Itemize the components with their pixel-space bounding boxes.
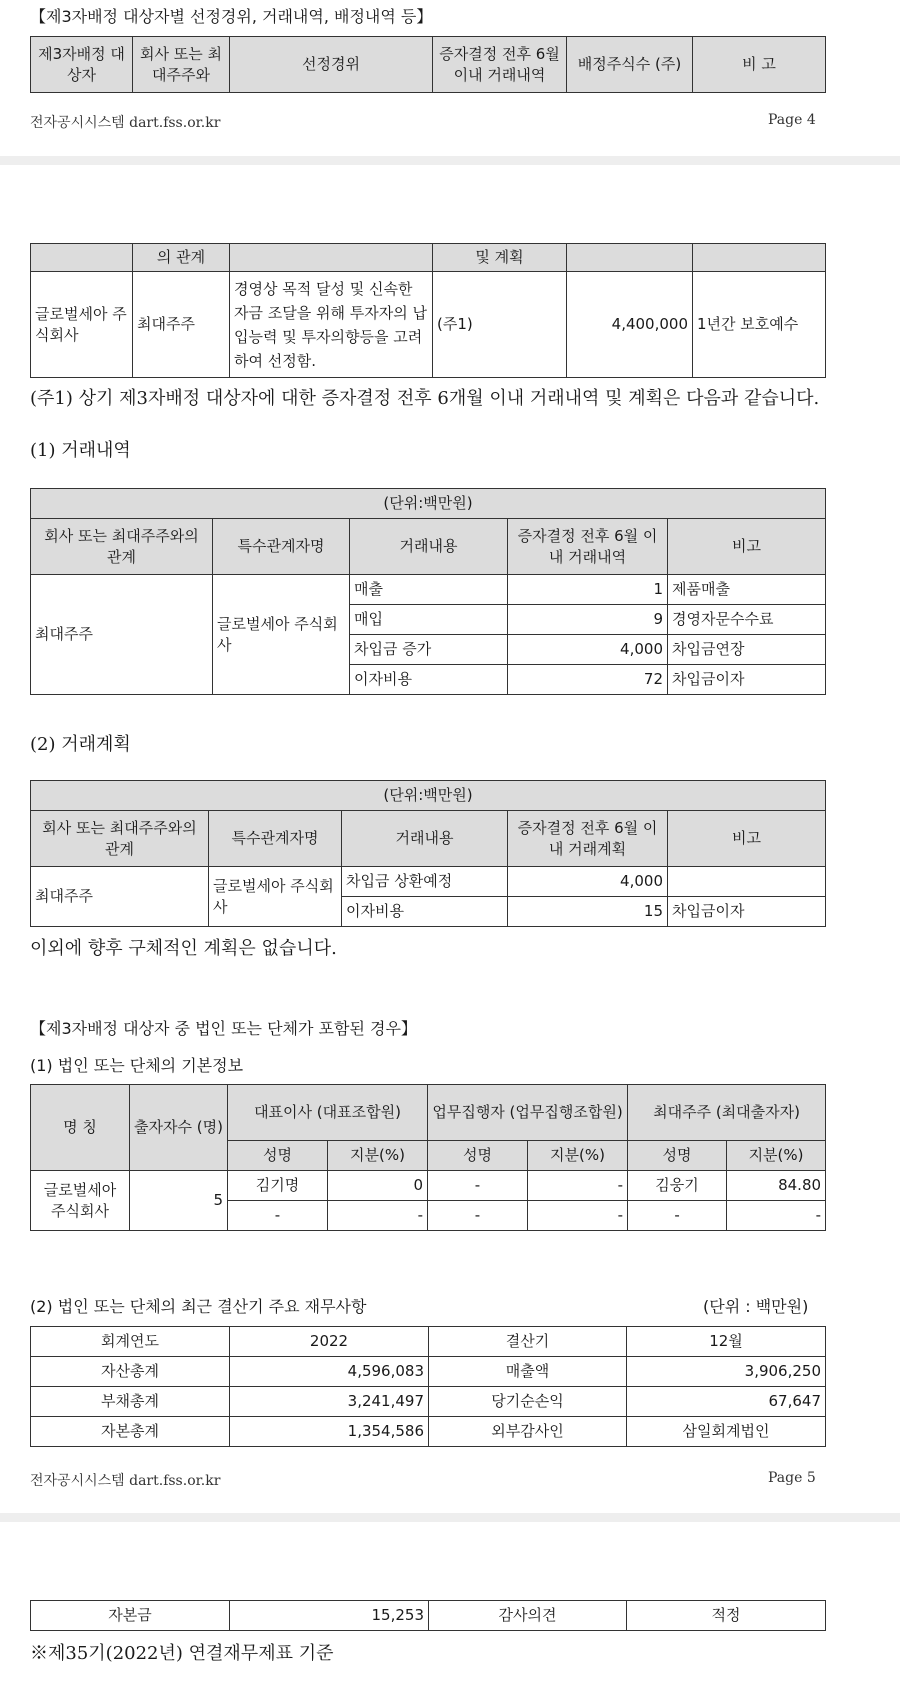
t3-major-share: - [727, 1201, 826, 1231]
t2-note: 차입금이자 [668, 897, 826, 927]
transaction-plan-table [30, 780, 826, 927]
table-row [31, 575, 826, 605]
corporate-basic-info-table [30, 1084, 826, 1231]
target-name: 글로벌세아 주식회사 [31, 272, 133, 378]
t3-sub-share: 지분(%) [328, 1141, 428, 1171]
footer-site: 전자공시시스템 dart.fss.or.kr [30, 115, 221, 131]
fin-label: 자본총계 [31, 1417, 230, 1447]
page-separator [0, 156, 900, 165]
t2-party: 글로벌세아 주식회사 [209, 867, 342, 927]
t3-header-name: 명 칭 [31, 1085, 130, 1171]
fin-value: 67,647 [627, 1387, 826, 1417]
t3-corp-name: 글로벌세아 주식회사 [31, 1171, 130, 1231]
header-target: 제3자배정 대상자 [31, 37, 133, 93]
t1-header-relation: 회사 또는 최대주주와의 관계 [31, 519, 213, 575]
cont-header-3 [230, 244, 433, 272]
header-history: 증자결정 전후 6월이내 거래내역 [433, 37, 567, 93]
t3-major-name: 김웅기 [628, 1171, 727, 1201]
t3-header-major-shareholder: 최대주주 (최대출자자) [628, 1085, 826, 1141]
audit-opinion-label: 감사의견 [429, 1601, 627, 1631]
fin-label: 외부감사인 [429, 1417, 627, 1447]
t3-major-name: - [628, 1201, 727, 1231]
corporate-financials-title: (2) 법인 또는 단체의 최근 결산기 주요 재무사항 [30, 1297, 367, 1316]
t1-content: 차입금 증가 [350, 635, 508, 665]
table-row [31, 1601, 826, 1631]
t3-exec-share: - [528, 1201, 628, 1231]
t1-header-party: 특수관계자명 [213, 519, 350, 575]
t1-unit: (단위:백만원) [31, 489, 826, 519]
t2-relation: 최대주주 [31, 867, 209, 927]
transaction-history: (주1) [433, 272, 567, 378]
fin-value: 12월 [627, 1327, 826, 1357]
table-row [31, 1387, 826, 1417]
selection-reason: 경영상 목적 달성 및 신속한 자금 조달을 위해 투자자의 납입능력 및 투자의향등을 고려하여 선정함. [230, 272, 433, 378]
header-shares: 배정주식수 (주) [567, 37, 693, 93]
t3-sub-share: 지분(%) [528, 1141, 628, 1171]
t1-note: 제품매출 [668, 575, 826, 605]
t3-exec-share: - [528, 1171, 628, 1201]
fin-value: 3,241,497 [230, 1387, 429, 1417]
t1-amount: 72 [508, 665, 668, 695]
fin-label: 부채총계 [31, 1387, 230, 1417]
t2-header-relation: 회사 또는 최대주주와의 관계 [31, 811, 209, 867]
header-relation: 회사 또는 최대주주와 [133, 37, 230, 93]
t3-rep-name: 김기명 [228, 1171, 328, 1201]
table-row [31, 867, 826, 897]
cont-header-6 [693, 244, 826, 272]
t2-amount: 4,000 [508, 867, 668, 897]
footer-site: 전자공시시스템 dart.fss.or.kr [30, 1473, 221, 1489]
t1-header-amount: 증자결정 전후 6월 이내 거래내역 [508, 519, 668, 575]
capital-label: 자본금 [31, 1601, 230, 1631]
target-relation: 최대주주 [133, 272, 230, 378]
financial-basis-note: ※제35기(2022년) 연결재무제표 기준 [30, 1643, 334, 1664]
t3-rep-share: 0 [328, 1171, 428, 1201]
transaction-plan-title: (2) 거래계획 [30, 734, 131, 755]
t2-content: 차입금 상환예정 [342, 867, 508, 897]
t1-header-note: 비고 [668, 519, 826, 575]
t2-unit: (단위:백만원) [31, 781, 826, 811]
t3-header-executive: 업무집행자 (업무집행조합원) [428, 1085, 628, 1141]
t1-content: 매입 [350, 605, 508, 635]
table-row [31, 1417, 826, 1447]
t3-exec-name: - [428, 1171, 528, 1201]
allotment-section-title: 【제3자배정 대상자별 선정경위, 거래내역, 배정내역 등】 [30, 7, 433, 26]
table-row [31, 1171, 826, 1201]
allotment-header-table [30, 36, 826, 93]
capital-table [30, 1600, 826, 1631]
cont-header-1 [31, 244, 133, 272]
t2-header-note: 비고 [668, 811, 826, 867]
t1-header-content: 거래내용 [350, 519, 508, 575]
no-further-plan-text: 이외에 향후 구체적인 계획은 없습니다. [30, 938, 337, 959]
allotment-note: 1년간 보호예수 [693, 272, 826, 378]
footer-page-number: Page 5 [768, 1470, 816, 1486]
capital-value: 15,253 [230, 1601, 429, 1631]
fin-value: 4,596,083 [230, 1357, 429, 1387]
fin-label: 자산총계 [31, 1357, 230, 1387]
t1-note: 차입금연장 [668, 635, 826, 665]
allotted-shares: 4,400,000 [567, 272, 693, 378]
fin-label: 결산기 [429, 1327, 627, 1357]
t1-content: 매출 [350, 575, 508, 605]
allotment-continued-table [30, 243, 826, 378]
table-row [31, 1357, 826, 1387]
t3-exec-name: - [428, 1201, 528, 1231]
table-row [31, 1327, 826, 1357]
fin-value: 2022 [230, 1327, 429, 1357]
fin-value: 3,906,250 [627, 1357, 826, 1387]
t1-note: 경영자문수수료 [668, 605, 826, 635]
t1-amount: 1 [508, 575, 668, 605]
footer-page-number: Page 4 [768, 112, 816, 128]
t1-relation: 최대주주 [31, 575, 213, 695]
fin-value: 삼일회계법인 [627, 1417, 826, 1447]
t3-investor-count: 5 [130, 1171, 228, 1231]
corporate-section-title: 【제3자배정 대상자 중 법인 또는 단체가 포함된 경우】 [30, 1019, 417, 1038]
corporate-basic-info-title: (1) 법인 또는 단체의 기본정보 [30, 1056, 244, 1075]
t2-header-amount: 증자결정 전후 6월 이내 거래계획 [508, 811, 668, 867]
t1-note: 차입금이자 [668, 665, 826, 695]
audit-opinion-value: 적정 [627, 1601, 826, 1631]
t1-amount: 4,000 [508, 635, 668, 665]
transaction-history-title: (1) 거래내역 [30, 440, 131, 461]
t1-party: 글로벌세아 주식회사 [213, 575, 350, 695]
t3-sub-name: 성명 [428, 1141, 528, 1171]
t2-note [668, 867, 826, 897]
fin-label: 회계연도 [31, 1327, 230, 1357]
t3-sub-name: 성명 [228, 1141, 328, 1171]
header-reason: 선정경위 [230, 37, 433, 93]
t3-rep-share: - [328, 1201, 428, 1231]
t1-content: 이자비용 [350, 665, 508, 695]
cont-header-relation: 의 관계 [133, 244, 230, 272]
fin-label: 매출액 [429, 1357, 627, 1387]
cont-header-5 [567, 244, 693, 272]
cont-header-plan: 및 계획 [433, 244, 567, 272]
t3-header-investors: 출자자수 (명) [130, 1085, 228, 1171]
note-1-text: (주1) 상기 제3자배정 대상자에 대한 증자결정 전후 6개월 이내 거래내역 및 계획은 다음과 같습니다. [30, 388, 820, 409]
t3-major-share: 84.80 [727, 1171, 826, 1201]
t2-header-content: 거래내용 [342, 811, 508, 867]
t2-amount: 15 [508, 897, 668, 927]
page-separator [0, 1513, 900, 1522]
t2-content: 이자비용 [342, 897, 508, 927]
t3-rep-name: - [228, 1201, 328, 1231]
corporate-financials-table [30, 1326, 826, 1447]
t1-amount: 9 [508, 605, 668, 635]
t3-header-representative: 대표이사 (대표조합원) [228, 1085, 428, 1141]
t3-sub-share: 지분(%) [727, 1141, 826, 1171]
header-note: 비 고 [693, 37, 826, 93]
t2-header-party: 특수관계자명 [209, 811, 342, 867]
fin-label: 당기순손익 [429, 1387, 627, 1417]
transaction-history-table [30, 488, 826, 695]
t3-sub-name: 성명 [628, 1141, 727, 1171]
fin-value: 1,354,586 [230, 1417, 429, 1447]
corporate-financials-unit: (단위 : 백만원) [703, 1297, 809, 1316]
